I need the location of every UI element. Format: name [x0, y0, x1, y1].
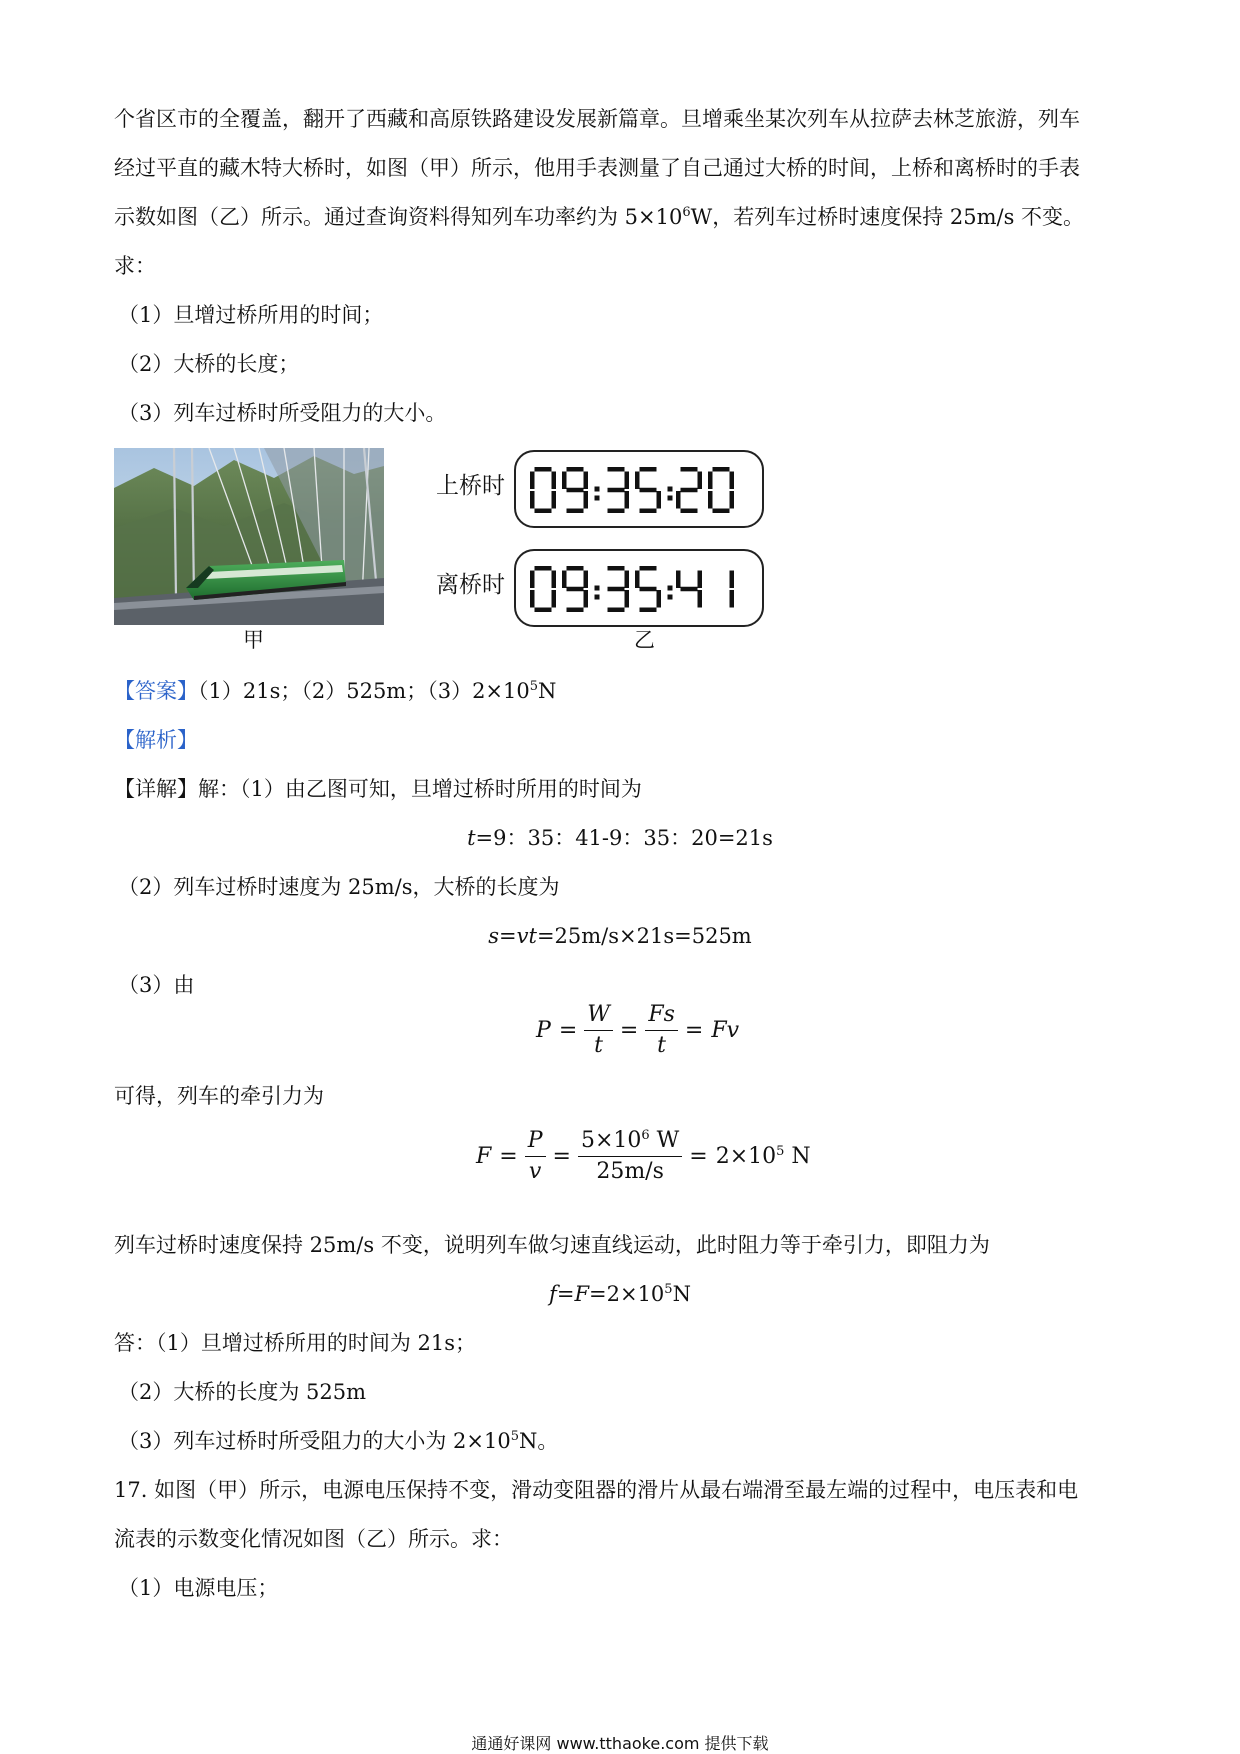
digit-0	[530, 467, 556, 513]
colon-dot	[595, 496, 600, 501]
intro-line-1: 个省区市的全覆盖，翻开了西藏和高原铁路建设发展新篇章。旦增乘坐某次列车从拉萨去林芝旅游，列车	[114, 107, 1080, 131]
segment	[708, 472, 713, 490]
segment	[535, 608, 552, 613]
segment	[552, 472, 557, 490]
digit-5	[635, 467, 661, 513]
eq4-f: F	[476, 1144, 492, 1169]
segment	[567, 608, 584, 613]
question-1: （1）旦增过桥所用的时间；	[118, 303, 384, 327]
segment	[608, 509, 625, 514]
step-2: （2）列车过桥时速度为 25m/s，大桥的长度为	[118, 875, 560, 899]
segment	[713, 467, 730, 472]
segment	[640, 467, 657, 472]
segment	[640, 608, 657, 613]
segment	[698, 472, 703, 490]
eq3-t1: t	[594, 1033, 603, 1058]
segment	[608, 488, 625, 493]
segment	[698, 590, 703, 608]
segment	[608, 587, 625, 592]
intro-line-2: 经过平直的藏木特大桥时，如图（甲）所示，他用手表测量了自己通过大桥的时间，上桥和离桥时的手表	[114, 156, 1080, 180]
question-3: （3）列车过桥时所受阻力的大小。	[118, 401, 447, 425]
caption-jia: 甲	[243, 628, 264, 652]
segment	[640, 488, 657, 493]
digit-2	[676, 467, 702, 513]
segment	[635, 571, 640, 589]
eq4-result: 2×10	[715, 1144, 777, 1169]
eq4-result-unit: N	[784, 1144, 811, 1169]
off-bridge-label: 离桥时	[436, 572, 505, 598]
segment	[530, 491, 535, 509]
eq2-rest: =25m/s×21s=525m	[536, 924, 752, 948]
segment	[584, 590, 589, 608]
fraction-w-over-t	[584, 1000, 613, 1061]
eq3-w: W	[584, 1000, 613, 1031]
ask-label: 求：	[114, 254, 156, 278]
on-bridge-label: 上桥时	[436, 473, 505, 499]
eq5-f: f	[549, 1282, 557, 1306]
eq5-F: F	[574, 1282, 590, 1306]
segment	[657, 590, 662, 608]
traction-text: 可得，列车的牵引力为	[114, 1084, 324, 1108]
conclusion-3	[118, 1427, 558, 1455]
eq4-result-exponent: 5	[776, 1144, 785, 1159]
conclusion-2: （2）大桥的长度为 525m	[118, 1380, 367, 1404]
segment	[657, 491, 662, 509]
eq4-p: P	[525, 1126, 546, 1157]
digit-5	[635, 566, 661, 612]
segment	[584, 472, 589, 490]
eq4-num-exponent: 6	[641, 1128, 650, 1143]
segment	[530, 590, 535, 608]
segment	[530, 571, 535, 589]
footer-text: 通通好课网 www.tthaoke.com 提供下载	[471, 1734, 769, 1753]
intro-line-3-a: 示数如图（乙）所示。通过查询资料得知列车功率约为 5×10	[114, 205, 683, 229]
eq4-num: 5×10	[580, 1128, 642, 1153]
detail-line	[114, 775, 642, 803]
q17-line-1: 17. 如图（甲）所示，电源电压保持不变，滑动变阻器的滑片从最右端滑至最左端的过程中，电压表和电	[114, 1478, 1079, 1502]
segment	[676, 571, 681, 589]
analysis-tag: 【解析】	[114, 728, 198, 752]
segment	[640, 587, 657, 592]
segment	[681, 488, 698, 493]
eq3-p: P	[536, 1018, 551, 1043]
fraction-p-over-v	[525, 1126, 546, 1187]
segment	[608, 467, 625, 472]
off-bridge-watch	[514, 549, 764, 627]
segment	[567, 566, 584, 571]
question-2: （2）大桥的长度；	[118, 352, 300, 376]
off-bridge-time-display	[528, 558, 753, 620]
segment	[681, 467, 698, 472]
eq5-exponent: 5	[664, 1282, 673, 1297]
answer-text: （1）21s；（2）525m；（3）2×10	[198, 679, 530, 703]
conclusion-3-text: （3）列车过桥时所受阻力的大小为 2×10	[118, 1429, 511, 1453]
conclusion-3-unit: N。	[519, 1429, 559, 1453]
segment	[608, 566, 625, 571]
colon-dot	[668, 487, 673, 492]
eq2-eq: =	[499, 924, 517, 948]
eq3-fv: Fv	[711, 1018, 740, 1043]
equation-traction: F = $\frac{P}{v}$ = $\frac{5\times 10^6 W}{25m/s}$ = $2\times 10^5$ N	[472, 1126, 815, 1187]
eq2-vt: vt	[516, 924, 537, 948]
eq5-unit: N	[672, 1282, 691, 1306]
segment	[567, 587, 584, 592]
segment	[730, 472, 735, 490]
segment	[552, 590, 557, 608]
segment	[562, 571, 567, 589]
segment	[635, 472, 640, 490]
eq4-v: v	[528, 1159, 542, 1184]
segment	[681, 509, 698, 514]
train-bridge-photo	[114, 448, 384, 625]
eq3-t2: t	[657, 1033, 667, 1058]
eq5-eq: =	[556, 1282, 575, 1306]
digit-0	[530, 566, 556, 612]
segment	[713, 509, 730, 514]
equation-friction	[0, 1280, 1240, 1308]
digit-1	[730, 571, 735, 608]
segment	[567, 509, 584, 514]
segment	[535, 467, 552, 472]
caption-yi: 乙	[634, 628, 655, 652]
segment	[535, 509, 552, 514]
intro-power-exponent: 6	[682, 205, 691, 220]
segment	[530, 472, 535, 490]
segment	[708, 491, 713, 509]
equation-power: P = $\frac{W}{t}$ = $\frac{Fs}{t}$ = Fv	[532, 1000, 743, 1061]
colon-dot	[595, 586, 600, 591]
on-bridge-time-display	[528, 459, 753, 521]
eq3-fs: Fs	[645, 1000, 678, 1031]
digit-0	[708, 467, 734, 513]
colon-dot	[595, 487, 600, 492]
segment	[562, 472, 567, 490]
segment	[640, 566, 657, 571]
segment	[730, 590, 735, 608]
digit-3	[608, 566, 630, 612]
eq2-s: s	[488, 924, 500, 948]
uniform-motion-text: 列车过桥时速度保持 25m/s 不变，说明列车做匀速直线运动，此时阻力等于牵引力，即阻力为	[114, 1233, 990, 1257]
digit-9	[562, 467, 588, 513]
eq5-rest: =2×10	[589, 1282, 665, 1306]
segment	[567, 488, 584, 493]
on-bridge-watch	[514, 450, 764, 528]
colon-dot	[668, 595, 673, 600]
answer-tag: 【答案】	[114, 679, 198, 703]
equation-length	[0, 922, 1240, 950]
segment	[730, 491, 735, 509]
colon-dot	[668, 586, 673, 591]
equation-time	[0, 824, 1240, 852]
detail-intro: 解：（1）由乙图可知，旦增过桥时所用的时间为	[198, 777, 642, 801]
conclusion-3-exponent: 5	[510, 1429, 519, 1444]
conclusion-1: 答：（1）旦增过桥所用的时间为 21s；	[114, 1331, 477, 1355]
segment	[567, 467, 584, 472]
fraction-fs-over-t	[645, 1000, 678, 1061]
segment	[681, 587, 698, 592]
digit-3	[608, 467, 630, 513]
segment	[676, 491, 681, 509]
digit-4	[676, 571, 702, 608]
q17-line-2: 流表的示数变化情况如图（乙）所示。求：	[114, 1527, 513, 1551]
colon-dot	[595, 595, 600, 600]
answer-unit: N	[538, 679, 557, 703]
answer-exponent: 5	[529, 679, 539, 694]
segment	[552, 491, 557, 509]
segment	[625, 571, 630, 589]
segment	[608, 608, 625, 613]
segment	[584, 491, 589, 509]
segment	[625, 590, 630, 608]
answer-line	[114, 677, 556, 705]
segment	[640, 509, 657, 514]
segment	[584, 571, 589, 589]
eq1-var: t	[467, 826, 476, 850]
eq1-rest: =9：35：41-9：35：20=21s	[475, 826, 773, 850]
eq4-num-unit: W	[649, 1128, 680, 1153]
detail-tag: 【详解】	[114, 777, 198, 801]
segment	[698, 571, 703, 589]
colon-dot	[668, 496, 673, 501]
segment	[535, 566, 552, 571]
fraction-power-over-speed	[578, 1126, 682, 1187]
segment	[625, 472, 630, 490]
q17-line-3: （1）电源电压；	[118, 1576, 279, 1600]
segment	[730, 571, 735, 589]
intro-line-3	[114, 203, 1084, 231]
intro-line-3-b: W，若列车过桥时速度保持 25m/s 不变。	[690, 205, 1085, 229]
digit-9	[562, 566, 588, 612]
eq4-den: 25m/s	[596, 1159, 664, 1184]
segment	[625, 491, 630, 509]
segment	[552, 571, 557, 589]
step-3: （3）由	[118, 973, 195, 997]
